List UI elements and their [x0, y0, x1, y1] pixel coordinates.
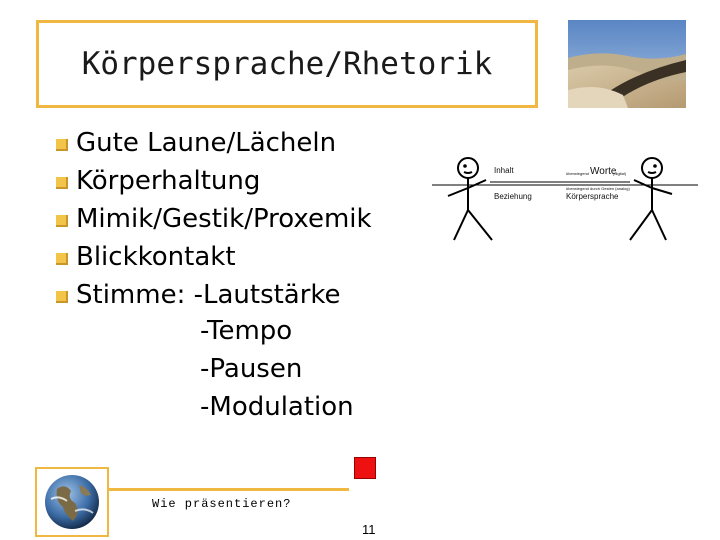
- red-square-marker: [354, 457, 376, 479]
- left-stick-figure-icon: [448, 158, 492, 240]
- desert-dune-photo: [568, 20, 686, 108]
- words-prefix: überwiegend: [566, 171, 589, 176]
- bullet-list: [54, 124, 372, 314]
- slide-title: Körpersprache/Rhetorik: [81, 46, 493, 82]
- bullet-item: Stimme: -Lautstärke: [54, 276, 372, 314]
- bullet-square-icon: [56, 291, 68, 303]
- relation-label: Beziehung: [494, 192, 532, 201]
- voice-sub-item: -Modulation: [200, 392, 354, 422]
- content-label: Inhalt: [494, 166, 514, 175]
- bullet-square-icon: [56, 215, 68, 227]
- bullet-item: Blickkontakt: [54, 238, 372, 276]
- voice-sub-item: -Tempo: [200, 316, 293, 346]
- bullet-square-icon: [56, 177, 68, 189]
- right-stick-figure-icon: [630, 158, 672, 240]
- page-number: 11: [362, 522, 376, 537]
- bullet-item: Gute Laune/Lächeln: [54, 124, 372, 162]
- communication-diagram: [430, 150, 700, 250]
- bullet-item: Mimik/Gestik/Proxemik: [54, 200, 372, 238]
- globe-icon: [37, 469, 107, 535]
- bullet-square-icon: [56, 253, 68, 265]
- words-label: Worte: [590, 166, 617, 177]
- footer-title: Wie präsentieren?: [152, 497, 292, 511]
- body-language-label: Körpersprache: [566, 192, 619, 201]
- words-suffix: (digital): [613, 171, 627, 176]
- footer-divider: [109, 488, 349, 491]
- bullet-item: Körperhaltung: [54, 162, 372, 200]
- footer-globe-box: [35, 467, 109, 537]
- voice-sub-item: -Pausen: [200, 354, 303, 384]
- title-box: [36, 20, 538, 108]
- gestures-prefix: überwiegend durch Gesten (analog): [566, 186, 630, 191]
- bullet-square-icon: [56, 139, 68, 151]
